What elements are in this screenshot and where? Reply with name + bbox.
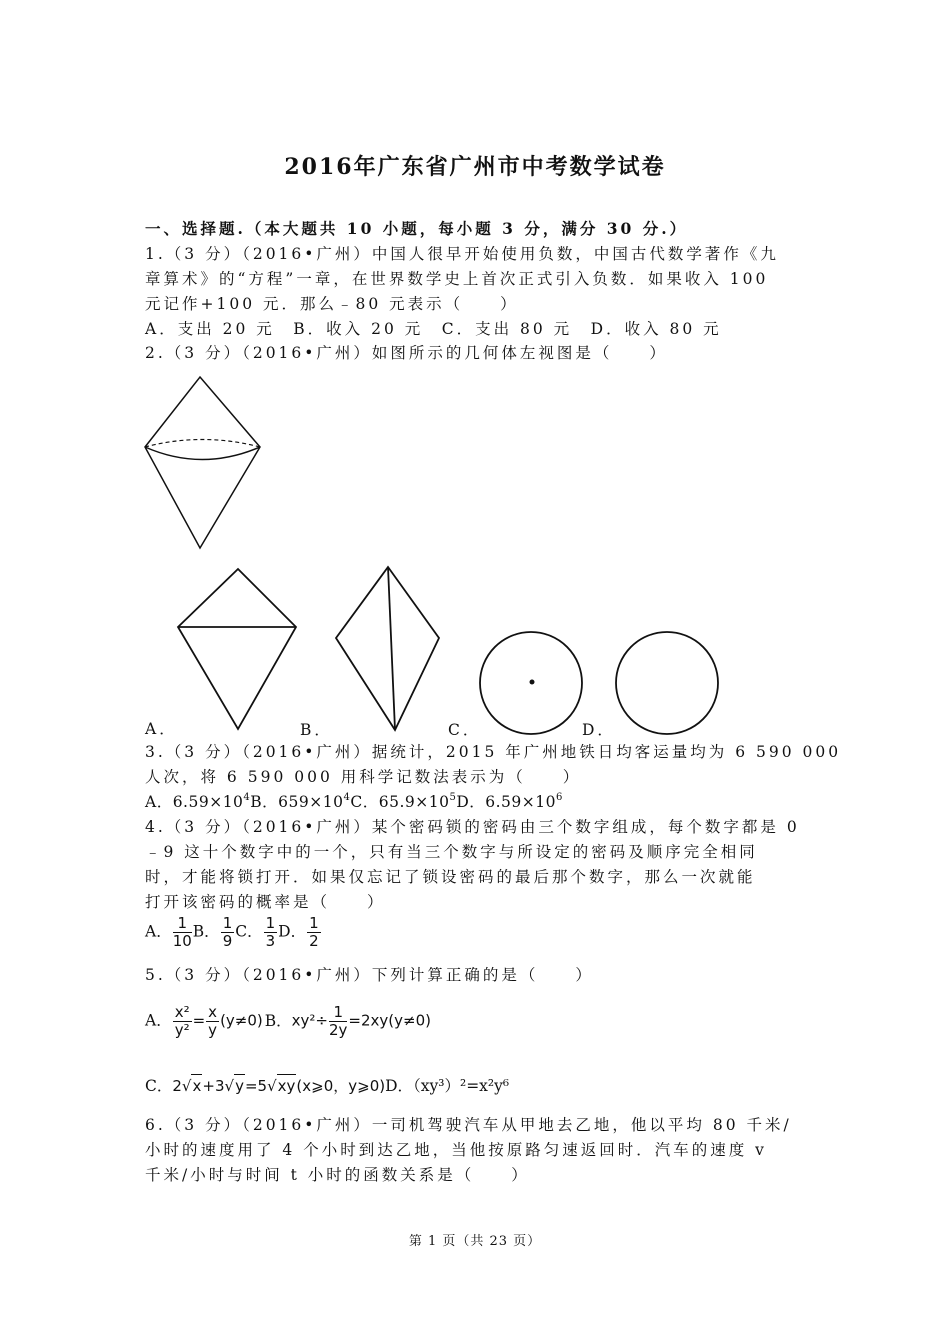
q5-option-a-label: A．	[145, 1011, 172, 1030]
q5-a-condition: (y≠0)	[220, 1011, 263, 1030]
q4-text-line2: ﹣9 这十个数字中的一个，只有当三个数字与所设定的密码及顺序完全相同	[145, 843, 758, 861]
q4-text-line4: 打开该密码的概率是（ ）	[145, 893, 386, 911]
q5-b-num: 1	[329, 1004, 347, 1022]
q4-a-denominator: 10	[172, 932, 192, 950]
q2-text-line1: 2.（3 分）（2016•广州）如图所示的几何体左视图是（ ）	[145, 344, 668, 362]
q2-option-b-label: B．	[300, 721, 333, 739]
q5-b-prefix: xy²÷	[291, 1011, 328, 1030]
q4-option-c-label: C．	[235, 922, 263, 941]
q4-a-numerator: 1	[173, 915, 192, 933]
q1-text-line1: 1.（3 分）（2016•广州）中国人很早开始使用负数，中国古代数学著作《九	[145, 245, 779, 263]
q4-option-a-fraction	[173, 915, 192, 950]
q5-c-radicand2: y	[234, 1074, 245, 1097]
q6-text-line2: 小时的速度用了 4 个小时到达乙地，当他按原路匀速返回时．汽车的速度 v	[145, 1141, 767, 1159]
q3-option-b: B．659×10	[250, 793, 344, 811]
q3-option-d-exp: 6	[555, 792, 563, 803]
q5-b-den: 2y	[329, 1021, 348, 1039]
q5-c-radicand1: x	[191, 1074, 202, 1097]
q4-c-denominator: 3	[265, 932, 276, 950]
q2-option-a-figure	[175, 566, 300, 734]
q4-d-denominator: 2	[309, 932, 319, 950]
q5-a-fraction-left	[173, 1004, 192, 1039]
q5-a-den2: y	[208, 1021, 218, 1039]
q5-a-num2: x	[208, 1003, 218, 1021]
q2-option-c-label: C．	[448, 721, 482, 739]
q5-b-suffix: =2xy(y≠0)	[348, 1011, 431, 1030]
q5-a-fraction-right	[206, 1004, 219, 1039]
page-title: 2016年广东省广州市中考数学试卷	[284, 154, 666, 180]
q5-options-ab	[145, 1004, 431, 1039]
q2-option-d-figure	[614, 630, 720, 736]
q4-b-numerator: 1	[222, 914, 233, 932]
q2-option-a-label: A．	[145, 720, 178, 738]
q2-option-b-figure	[333, 564, 443, 734]
q1-text-line3: 元记作+100 元．那么﹣80 元表示（ ）	[145, 295, 519, 313]
q5-a-num: x²	[174, 1003, 190, 1021]
q6-text-line1: 6.（3 分）（2016•广州）一司机驾驶汽车从甲地去乙地，他以平均 80 千米/	[145, 1116, 792, 1134]
q3-option-c: C．65.9×10	[350, 793, 450, 811]
q3-option-c-exp: 5	[449, 792, 457, 803]
q5-c-coef1: 2	[172, 1077, 182, 1095]
q1-text-line2: 章算术》的“方程”一章，在世界数学史上首次正式引入负数．如果收入 100	[145, 270, 769, 288]
q3-option-a: A．6.59×10	[145, 793, 244, 811]
q3-text-line1: 3.（3 分）（2016•广州）据统计，2015 年广州地铁日均客运量均为 6 590 000	[145, 743, 842, 761]
q5-option-d: D．（xy³）²=x²y⁶	[385, 1077, 510, 1095]
q5-c-plus: +3	[202, 1077, 225, 1095]
q3-option-a-exp: 4	[243, 792, 251, 803]
q3-option-b-exp: 4	[343, 792, 351, 803]
q6-text-line3: 千米/小时与时间 t 小时的函数关系是（ ）	[145, 1166, 530, 1184]
q2-option-d-label: D．	[582, 721, 616, 739]
q4-option-c-fraction	[264, 915, 278, 950]
q4-b-denominator: 9	[222, 932, 233, 950]
q2-solid-figure	[140, 372, 270, 554]
q4-option-d-label: D．	[278, 922, 307, 941]
q5-c-equals: =5	[244, 1077, 268, 1095]
q5-option-b-label: B．	[264, 1011, 292, 1030]
q4-option-b-label: B．	[192, 922, 220, 941]
q5-c-radicand3: xy	[277, 1074, 297, 1097]
q4-options	[145, 915, 322, 950]
q4-option-a-label: A．	[145, 922, 172, 941]
q4-c-numerator: 1	[265, 914, 276, 932]
q3-options	[145, 791, 563, 813]
q3-option-d: D．6.59×10	[456, 793, 556, 811]
q5-b-fraction	[329, 1004, 347, 1039]
q2-option-c-figure	[478, 630, 584, 736]
page-footer: 第 1 页（共 23 页）	[408, 1234, 542, 1249]
q3-text-line2: 人次，将 6 590 000 用科学记数法表示为（ ）	[145, 768, 582, 786]
q5-text-line1: 5.（3 分）（2016•广州）下列计算正确的是（ ）	[145, 966, 594, 984]
q4-text-line1: 4.（3 分）（2016•广州）某个密码锁的密码由三个数字组成，每个数字都是 0	[145, 818, 800, 836]
q4-option-b-fraction	[221, 915, 235, 950]
section-heading: 一、选择题.（本大题共 10 小题，每小题 3 分，满分 30 分.）	[145, 219, 689, 238]
q5-a-den: y²	[174, 1021, 190, 1039]
q4-d-numerator: 1	[309, 914, 319, 932]
q5-c-condition: (x⩾0，y⩾0)	[296, 1077, 386, 1095]
q5-option-c-label: C．	[145, 1077, 173, 1095]
q4-text-line3: 时，才能将锁打开．如果仅忘记了锁设密码的最后那个数字，那么一次就能	[145, 868, 756, 886]
q1-options: A．支出 20 元 B．收入 20 元 C．支出 80 元 D．收入 80 元	[145, 320, 722, 338]
q5-a-equals: =	[192, 1011, 206, 1030]
q4-option-d-fraction	[307, 915, 321, 950]
q5-options-cd: C．2√x+3√y=5√xy(x⩾0，y⩾0)D．（xy³）²=x²y⁶	[145, 1074, 509, 1097]
